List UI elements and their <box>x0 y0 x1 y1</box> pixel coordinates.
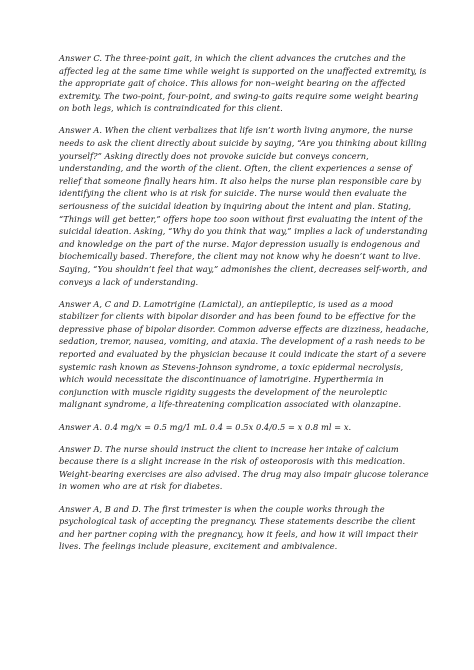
answer-paragraph-5: Answer D. The nurse should instruct the client to increase her intake of calcium because there is a slight increase in the risk of osteoporosis with this medication. Weight-bearing exercises are also advised. The drug may also impair glucose tolerance in women who are at risk for diabetes. <box>59 443 429 492</box>
answer-paragraph-1: Answer C. The three-point gait, in which the client advances the crutches and the affected leg at the same time while weight is supported on the unaffected extremity, is the appropriate gait of choice. This allows for non–weight bearing on the affected extremity. The two-point, four-point, and swing-to gaits require some weight bearing on both legs, which is contraindicated for this client. <box>59 53 427 114</box>
answer-paragraph-4: Answer A. 0.4 mg/x = 0.5 mg/1 mL 0.4 = 0.5x 0.4/0.5 = x 0.8 ml = x. <box>59 421 352 432</box>
answer-paragraph-6: Answer A, B and D. The first trimester is when the couple works through the psychological task of accepting the pregnancy. These statements describe the client and her partner coping with the pregnancy, how it feels, and how it will impact their lives. The feelings include pleasure, excitement and ambivalence. <box>59 503 418 552</box>
answer-paragraph-2: Answer A. When the client verbalizes that life isn’t worth living anymore, the nurse needs to ask the client directly about suicide by saying, “Are you thinking about killing yourself?” Asking directly does not provoke suicide but conveys concern, understanding, and the worth of the client. Often, the client experiences a sense of relief that someone finally hears him. It also helps the nurse plan responsible care by identifying the client who is at risk for suicide. The nurse would then evaluate the seriousness of the suicidal ideation by inquiring about the intent and plan. Stating, “Things will get better,” offers hope too soon without first evaluating the intent of the suicidal ideation. Asking, “Why do you think that way,” implies a lack of understanding and knowledge on the part of the nurse. Major depression usually is endogenous and biochemically based. Therefore, the client may not know why he doesn’t want to live. Saying, “You shouldn’t feel that way,” admonishes the client, decreases self-worth, and conveys a lack of understanding. <box>59 125 428 287</box>
answer-paragraph-3: Answer A, C and D. Lamotrigine (Lamictal), an antiepileptic, is used as a mood stabilizer for clients with bipolar disorder and has been found to be effective for the depressive phase of bipolar disorder. Common adverse effects are dizziness, headache, sedation, tremor, nausea, vomiting, and ataxia. The development of a rash needs to be reported and evaluated by the physician because it could indicate the start of a severe systemic rash known as Stevens-Johnson syndrome, a toxic epidermal necrolysis, which would necessitate the discontinuance of lamotrigine. Hyperthermia in conjunction with muscle rigidity suggests the development of the neuroleptic malignant syndrome, a life-threatening complication associated with olanzapine. <box>59 298 429 410</box>
